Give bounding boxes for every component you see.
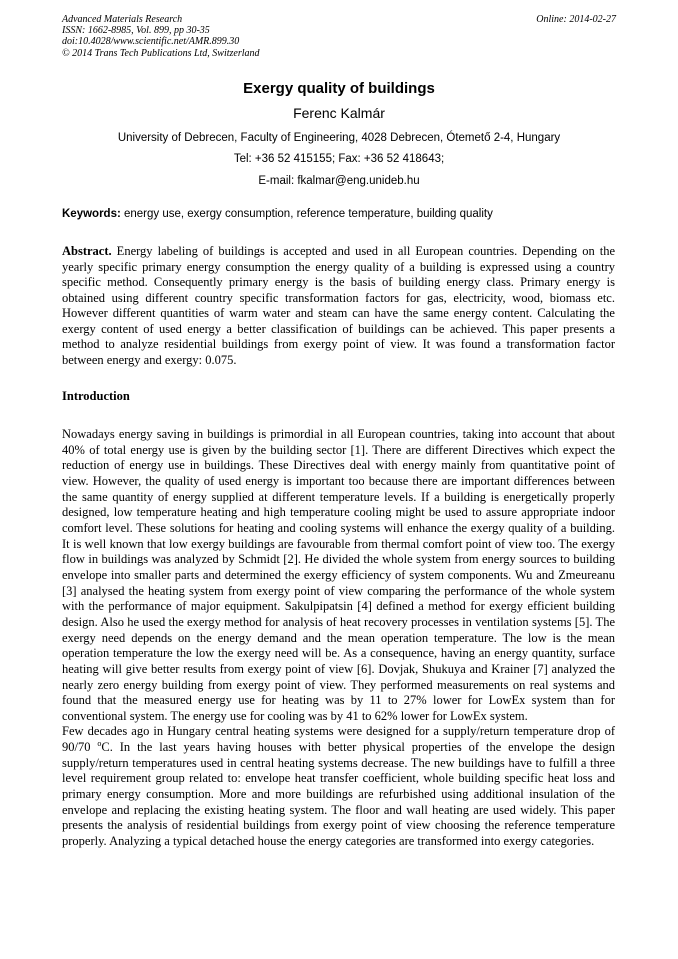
journal-issn: ISSN: 1662-8985, Vol. 899, pp 30-35 <box>62 25 210 37</box>
paper-title: Exergy quality of buildings <box>243 80 435 97</box>
online-date: Online: 2014-02-27 <box>536 14 616 25</box>
journal-header <box>62 14 616 59</box>
abstract <box>62 244 615 368</box>
journal-copyright: © 2014 Trans Tech Publications Ltd, Switzerland <box>62 47 260 59</box>
paragraph <box>62 724 615 849</box>
journal-doi: doi:10.4028/www.scientific.net/AMR.899.30 <box>62 36 240 48</box>
paragraph: Nowadays energy saving in buildings is primordial in all European countries, taking into account that about 40% of total energy use is given by the building sector [1]. There are different Directives which expect the reduction of energy use in buildings. These Directives deal with energy mainly from quantitative point of view. However, the quality of used energy is important too because there are important differences between the same quantity of energy supplied at different temperature levels. If a building is energetically properly designed, low temperature heating and high temperature cooling might be used to assure appropriate indoor comfort level. These solutions for heating and cooling systems will enhance the exergy quality of a building. It is well known that low exergy buildings are favourable from thermal comfort point of view too. The exergy flow in buildings was analyzed by Schmidt [2]. He divided the whole system from energy sources to building envelope into smaller parts and determined the exergy efficiency of system components. Wu and Zmeureanu [3] analysed the heating system from exergy point of view comparing the performance of the whole system with the performance of major equipment. Sakulpipatsin [4] defined a method for exergy efficient building design. Also he used the exergy method for analysis of heat recovery processes in ventilation systems [5]. The exergy need depends on the energy demand and the mean operation temperature. The low is the mean operation temperature the low the exergy need will be. As a consequence, having an energy quantity, surface heating will give better results from exergy point of view [6]. Dovjak, Shukuya and Krainer [7] analyzed the nearly zero energy building from exergy point of view. They performed measurements on real systems and found that the measured energy use for heating was by 11 to 27% lower for LowEx system than for conventional system. The energy use for cooling was by 41 to 62% lower for LowEx system. <box>62 427 615 723</box>
paper-author: Ferenc Kalmár <box>293 105 385 121</box>
author-contact: Tel: +36 52 415155; Fax: +36 52 418643; <box>233 153 445 165</box>
author-affiliation: University of Debrecen, Faculty of Engineering, 4028 Debrecen, Ótemető 2-4, Hungary <box>117 132 561 144</box>
section-heading-introduction: Introduction <box>62 389 130 403</box>
journal-name: Advanced Materials Research <box>62 14 183 25</box>
keywords <box>62 208 622 220</box>
keywords-text: energy use, exergy consumption, reference temperature, building quality <box>120 208 493 220</box>
degree-superscript: o <box>97 738 102 748</box>
paragraph-text: Few decades ago in Hungary central heating systems were designed for a supply/return temperature drop of 90/70 <box>62 724 615 755</box>
paragraph-text: C. In the last years having houses with better physical properties of the envelope the design supply/return temperatures used in central heating systems decrease. The new buildings have to fulfill a three level requirement group related to: envelope heat transfer coefficient, whole building specific heat loss and primary energy consumption. More and more buildings are refurbished using additional insulation of the envelope and replacing the existing heating system. The floor and wall heating are used widely. This paper presents the analysis of residential buildings from exergy point of view choosing the reference temperature properly. Analyzing a typical detached house the energy categories are transformed into exergy categories. <box>62 740 615 849</box>
abstract-text: Energy labeling of buildings is accepted and used in all European countries. Depending on the yearly specific primary energy consumption the energy quality of a building is expressed using a country specific method. Consequently primary energy is the basis of building energy class. Primary energy is obtained using different country specific transformation factors for gas, electricity, wood, biomass etc. However different quantities of warm water and steam can have the same energy content. Calculating the exergy content of used energy a better classification of buildings can be achieved. This paper presents a method to analyze residential buildings from exergy point of view. It was found a transformation factor between energy and exergy: 0.075. <box>62 244 615 367</box>
abstract-label: Abstract. <box>62 244 112 258</box>
author-email: E-mail: fkalmar@eng.unideb.hu <box>258 175 420 187</box>
introduction-body <box>62 427 615 850</box>
keywords-label: Keywords: <box>62 208 121 220</box>
